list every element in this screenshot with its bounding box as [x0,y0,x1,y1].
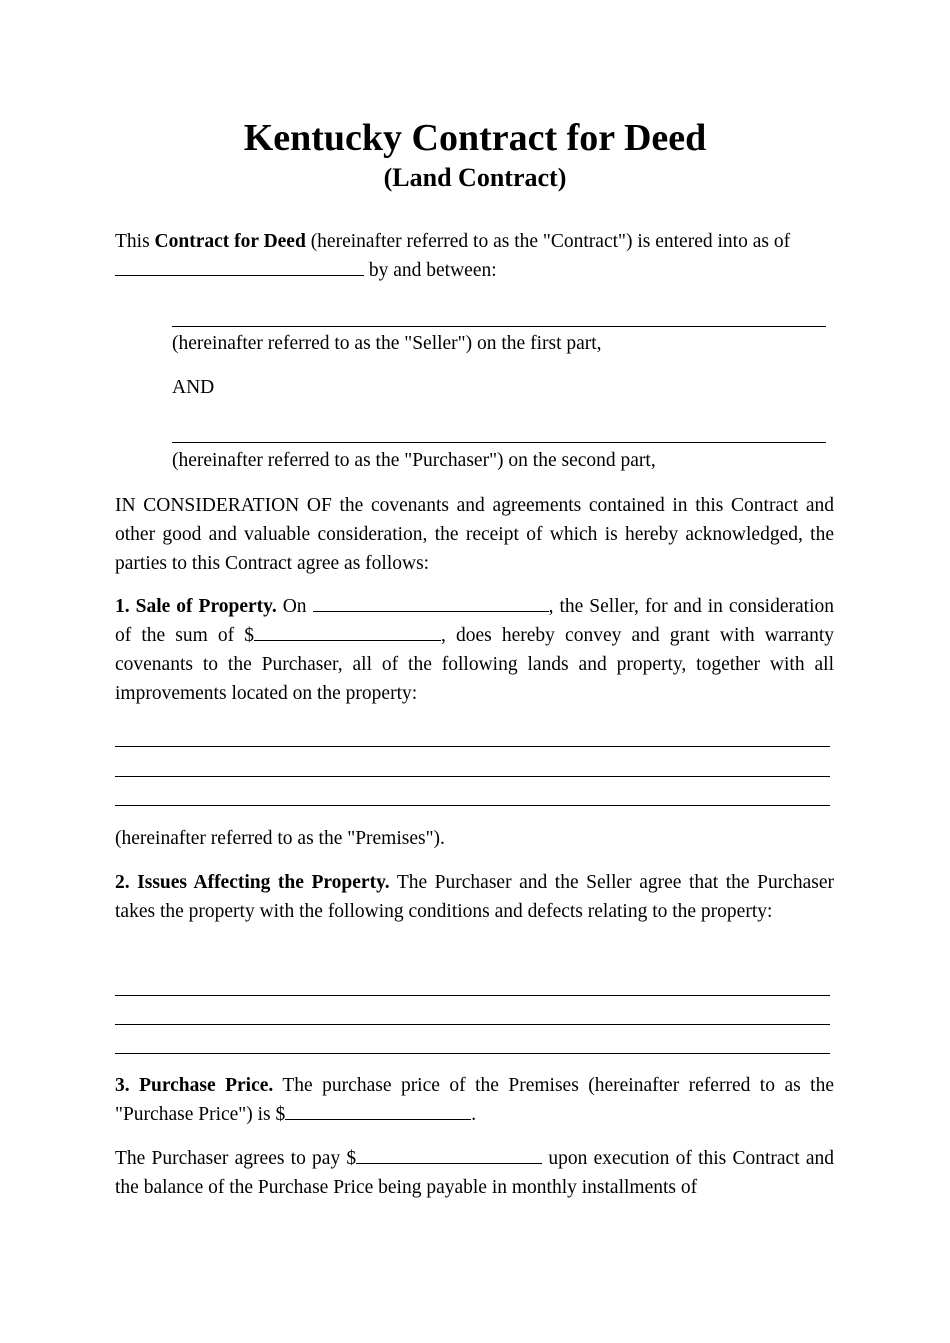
consideration-paragraph: IN CONSIDERATION OF the covenants and agreements contained in this Contract and other good and valuable consideration, the receipt of which is hereby acknowledged, the parties to this Contract agree as follows: [115,495,834,574]
and-label: AND [172,377,215,398]
intro-paragraph: This Contract for Deed (hereinafter referred to as the "Contract") is entered into as of by and between: [115,231,791,281]
premises-label: (hereinafter referred to as the "Premises"). [115,828,445,849]
section-1-paragraph: 1. Sale of Property. On , the Seller, for and in consideration of the sum of $ , does hereby convey and grant with warranty covenants to the Purchaser, all of the following lands and property, together with all improvements located on the property: [115,592,834,708]
property-conditions-line[interactable] [115,1024,830,1025]
section-3-heading: 3. Purchase Price. [115,1075,274,1096]
seller-name-line[interactable] [172,326,826,327]
section-2-paragraph: 2. Issues Affecting the Property. The Purchaser and the Seller agree that the Purchaser takes the property with the following conditions and defects relating to the property: [115,872,834,922]
payment-paragraph: The Purchaser agrees to pay $ upon execution of this Contract and the balance of the Purchase Price being payable in monthly installments of [115,1144,834,1202]
document-subtitle: (Land Contract) [383,163,567,192]
property-conditions-line[interactable] [115,995,830,996]
section-2-heading: 2. Issues Affecting the Property. [115,872,390,893]
down-payment-blank[interactable] [356,1145,542,1164]
purchase-price-blank[interactable] [285,1101,471,1120]
purchaser-label: (hereinafter referred to as the "Purchaser") on the second part, [172,450,656,471]
section-3-paragraph: 3. Purchase Price. The purchase price of the Premises (hereinafter referred to as the "Purchase Price") is $ . [115,1075,834,1125]
property-description-line[interactable] [115,776,830,777]
seller-label: (hereinafter referred to as the "Seller") on the first part, [172,333,602,354]
document-title: Kentucky Contract for Deed [243,117,707,159]
date-blank[interactable] [115,257,364,276]
sale-date-blank[interactable] [313,593,549,612]
property-description-line[interactable] [115,805,830,806]
section-1-heading: 1. Sale of Property. [115,596,277,617]
property-description-line[interactable] [115,746,830,747]
purchaser-name-line[interactable] [172,442,826,443]
contract-for-deed-bold: Contract for Deed [154,231,306,252]
sale-amount-blank[interactable] [254,622,441,641]
property-conditions-line[interactable] [115,1053,830,1054]
